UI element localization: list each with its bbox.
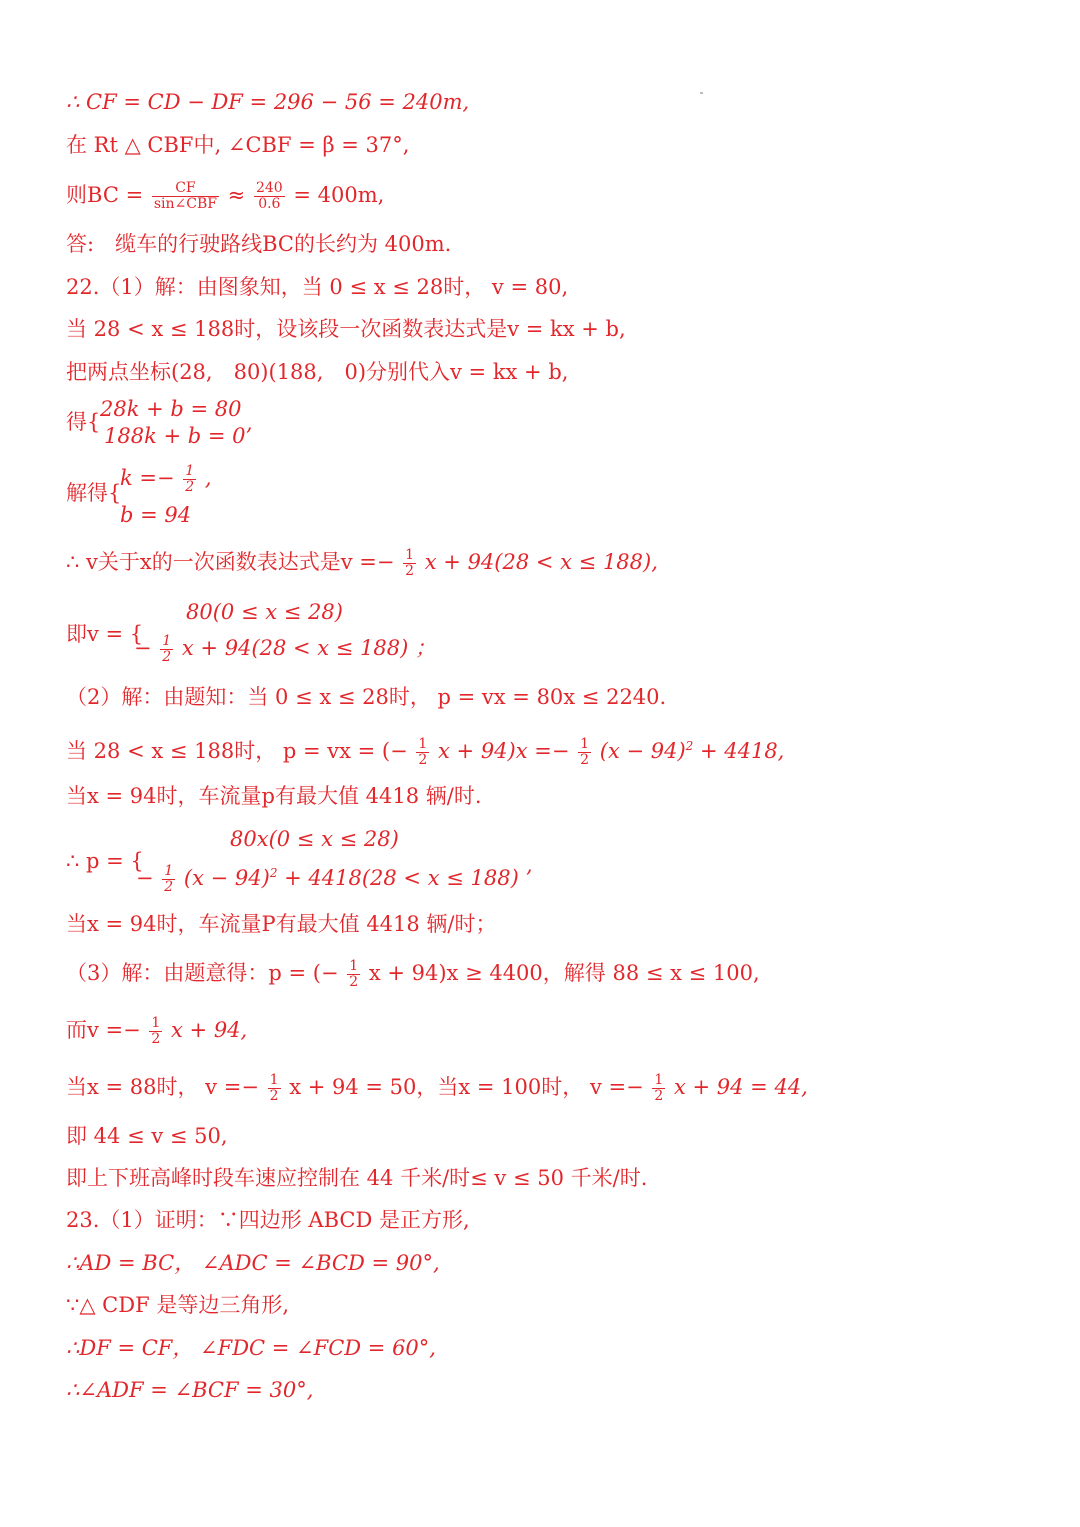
solution-row-2: b = 94 [120,503,192,527]
line-text: ∴AD = BC， ∠ADC = ∠BCD = 90°, [66,1251,440,1275]
line-answer-21 [66,230,451,258]
fraction-one-half [162,864,175,895]
fraction-denominator: 2 [418,752,428,768]
fraction-one-half [160,634,173,665]
line-text: ’ [525,866,533,890]
fraction-one-half [347,959,360,990]
fraction-one-half [183,464,196,495]
brace-lead: 解得{ [66,481,122,505]
fraction-numerator: 240 [255,180,283,196]
fraction-denominator: 2 [162,649,172,665]
fraction-denominator: 0.6 [258,196,281,212]
line-text: 把两点坐标(28, 80)(188, 0)分别代入v = kx + b, [66,360,569,384]
exponent: 2 [685,739,694,753]
fraction-numerator: 1 [349,958,359,974]
line-q22-part2 [66,683,666,711]
line-text: = 400m, [293,183,385,207]
piecewise-v-row-1: 80(0 ≤ x ≤ 28) [186,600,343,624]
line-text: ∴∠ADF = ∠BCF = 30°, [66,1378,314,1402]
line-text: 即上下班高峰时段车速应控制在 44 千米/时≤ v ≤ 50 千米/时. [66,1166,648,1190]
line-text: + 4418(28 < x ≤ 188) [277,866,519,890]
line-text: ∴ v关于x的一次函数表达式是v =− [66,550,395,574]
line-equilateral [66,1291,289,1319]
fraction-numerator: 1 [151,1015,161,1031]
line-text: 当x = 88时， v =− [66,1075,259,1099]
line-text: ∴DF = CF， ∠FDC = ∠FCD = 60°, [66,1336,436,1360]
equation-row-2: 188k + b = 0’ [104,424,253,448]
line-piecewise-p [66,847,144,875]
fraction-denominator: 2 [151,1031,161,1047]
fraction-numerator: 1 [162,633,172,649]
line-text: （2）解：由题知：当 0 ≤ x ≤ 28时， p = vx = 80x ≤ 2240. [66,685,667,709]
line-cf-calculation [66,88,469,116]
fraction-numerator: 1 [164,863,174,879]
line-text: 当x = 94时，车流量p有最大值 4418 辆/时. [66,784,482,808]
line-v-endpoints [66,1073,808,1104]
line-text: ∴ CF = CD − DF = 296 − 56 = 240m, [66,90,470,114]
line-solution-system [66,479,121,507]
line-text: 而v =− [66,1018,141,1042]
line-text: x + 94(28 < x ≤ 188) [181,636,409,660]
line-max-flow-p [66,910,497,938]
line-square-properties [66,1249,440,1277]
approx-sign: ≈ [227,183,246,207]
line-text: − [134,636,152,660]
line-q22-part2-quadratic [66,732,784,768]
line-text: 当 28 < x ≤ 188时，设该段一次函数表达式是v = kx + b, [66,317,626,341]
line-text: 23.（1）证明：∵四边形 ABCD 是正方形, [66,1208,470,1232]
line-text: 在 Rt △ CBF中, ∠CBF = β = 37°, [66,133,410,157]
line-text: + 4418, [693,739,785,763]
line-angle-equality [66,1376,313,1404]
line-speed-control [66,1164,647,1192]
line-text: k =− [120,466,175,490]
fraction-denominator: 2 [405,563,415,579]
line-text: 答: 缆车的行驶路线BC的长约为 400m. [66,232,452,256]
fraction-numerator: 1 [269,1072,279,1088]
line-bc-formula [66,181,384,212]
line-text: (x − 94) [599,739,686,763]
line-text: x + 94 = 44, [673,1075,808,1099]
fraction-240-over-06 [254,181,285,212]
line-text: 22.（1）解：由图象知，当 0 ≤ x ≤ 28时， v = 80, [66,275,569,299]
fraction-numerator: 1 [654,1072,664,1088]
line-text: ； [415,636,437,660]
line-text: 当x = 94时，车流量P有最大值 4418 辆/时； [66,912,497,936]
line-text: − [136,866,154,890]
fraction-one-half [149,1016,162,1047]
line-q22-part1 [66,273,568,301]
line-text: ∵△ CDF 是等边三角形, [66,1293,290,1317]
line-text: （3）解：由题意得：p = (− [66,961,339,985]
fraction-denominator: 2 [349,974,359,990]
fraction-denominator: 2 [580,752,590,768]
brace-lead: ∴ p = { [66,849,144,873]
line-text: 即 44 ≤ v ≤ 50, [66,1124,228,1148]
fraction-one-half [578,737,591,768]
fraction-denominator: sin∠CBF [153,196,217,212]
piecewise-v-row-2 [134,634,436,665]
piecewise-p-row-2 [136,860,532,895]
fraction-numerator: 1 [405,547,415,563]
fraction-cf-over-sin [152,181,219,212]
line-text: x + 94, [171,1018,248,1042]
piecewise-p-row-1: 80x(0 ≤ x ≤ 28) [230,827,399,851]
line-q22-points [66,358,568,386]
fraction-denominator: 2 [164,879,174,895]
fraction-denominator: 2 [654,1088,664,1104]
brace-lead: 即v = { [66,622,144,646]
fraction-one-half [268,1073,281,1104]
line-text: (x − 94) [183,866,270,890]
fraction-numerator: CF [152,181,219,197]
line-text: x + 94(28 < x ≤ 188), [424,550,658,574]
brace-lead: 得{ [66,410,101,434]
line-text: , [204,466,212,490]
fraction-one-half [652,1073,665,1104]
line-text: x + 94)x =− [438,739,570,763]
line-v-range [66,1122,228,1150]
fraction-denominator: 2 [269,1088,279,1104]
line-q22-part3 [66,959,760,990]
solution-row-1 [120,464,212,495]
line-q23-part1 [66,1206,470,1234]
line-text: x + 94 = 50，当x = 100时， v =− [289,1075,644,1099]
line-max-flow [66,782,482,810]
fraction-numerator: 1 [418,736,428,752]
line-text: 则BC = [66,183,144,207]
line-right-triangle [66,131,409,159]
fraction-one-half [403,548,416,579]
line-text: 当 28 < x ≤ 188时， p = vx = (− [66,739,408,763]
fraction-numerator: 1 [580,736,590,752]
line-piecewise-v [66,620,143,648]
equation-row-1: 28k + b = 80 [100,397,242,421]
fraction-denominator: 2 [185,479,195,495]
line-linear-function [66,548,658,579]
scan-speck [700,92,703,94]
line-v-expression [66,1016,247,1047]
line-q22-segment [66,315,626,343]
exponent: 2 [269,866,278,880]
line-text: x + 94)x ≥ 4400，解得 88 ≤ x ≤ 100, [368,961,760,985]
fraction-one-half [416,737,429,768]
line-equilateral-properties [66,1334,436,1362]
fraction-numerator: 1 [185,463,195,479]
line-equation-system [66,408,100,436]
